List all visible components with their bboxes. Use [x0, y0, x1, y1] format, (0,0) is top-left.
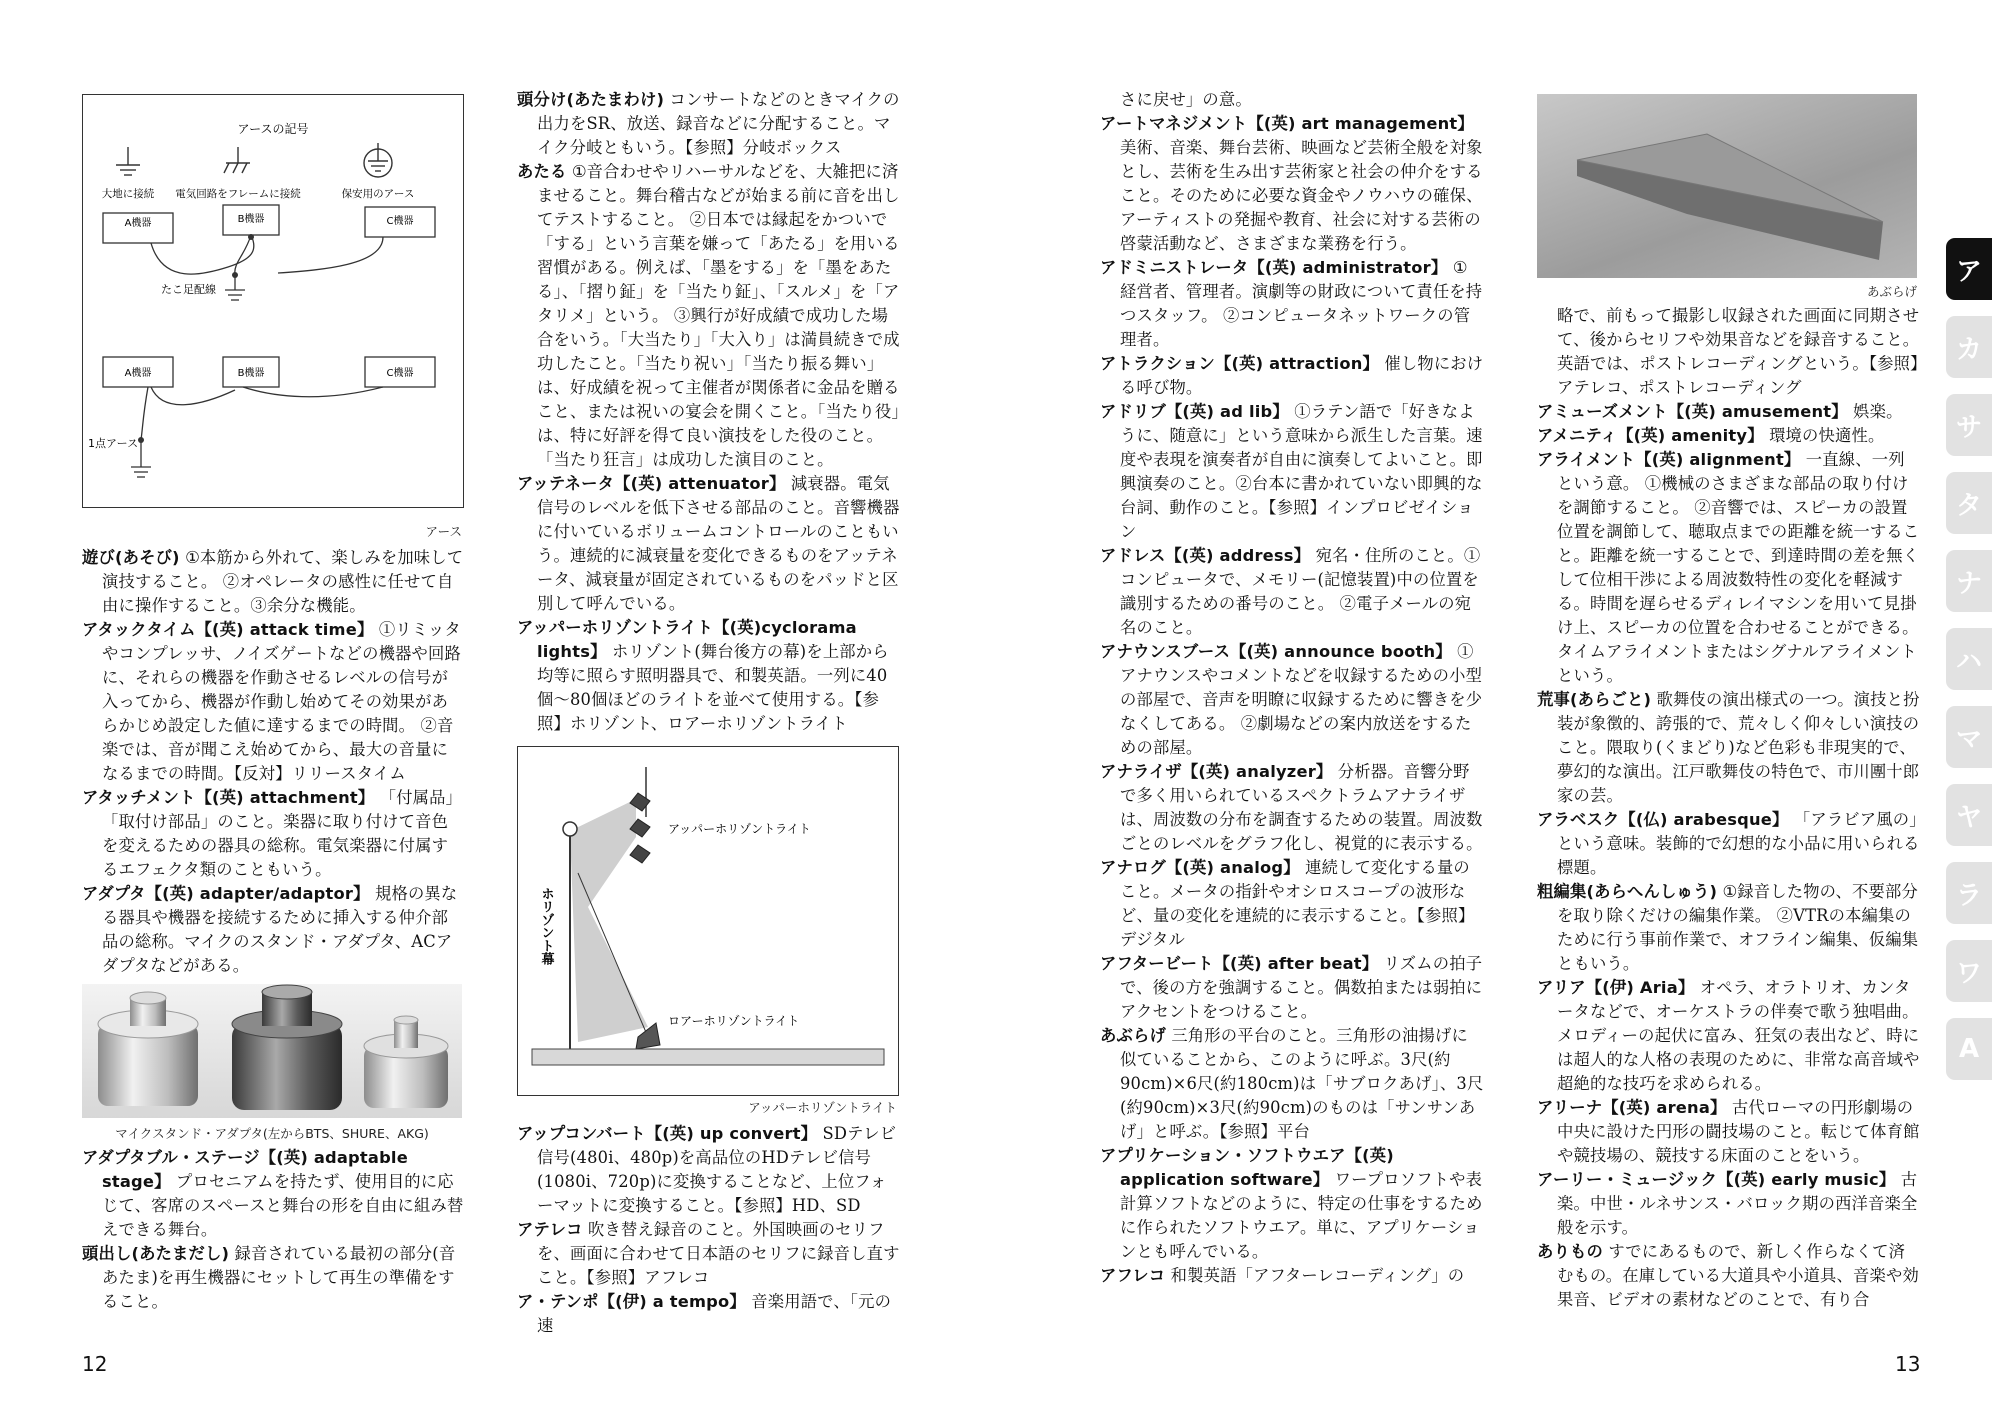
entry-headword: 頭出し(あたまだし): [82, 1244, 230, 1263]
earth-figure-caption: アース: [425, 524, 462, 539]
dictionary-entry: [1100, 856, 1484, 952]
entry-headword: アートマネジメント【(英) art management】: [1100, 114, 1474, 133]
index-tab-ra[interactable]: ラ: [1946, 862, 1992, 924]
dictionary-entry: [82, 1146, 464, 1242]
dictionary-entry: [1537, 808, 1921, 880]
entry-headword: アプリケーション・ソフトウエア【(英) application software】: [1100, 1146, 1394, 1189]
dictionary-entry: [517, 616, 901, 736]
dictionary-entry: [1100, 952, 1484, 1024]
dictionary-entry: [517, 1290, 901, 1338]
left-column-1: [82, 546, 464, 978]
entry-headword: あぶらげ: [1100, 1026, 1166, 1045]
dictionary-entry: [1537, 688, 1921, 808]
dictionary-entry: [1537, 1168, 1921, 1240]
entry-headword: 頭分け(あたまわけ): [517, 90, 665, 109]
entry-headword: アドレス【(英) address】: [1100, 546, 1311, 565]
earth-diagram: [83, 95, 463, 507]
horizont-figure: [517, 746, 899, 1096]
entry-headword: 粗編集(あらへんしゅう): [1537, 882, 1718, 901]
index-tab-ya[interactable]: ヤ: [1946, 784, 1992, 846]
entry-headword: アラベスク【(仏) arabesque】: [1537, 810, 1789, 829]
dictionary-entry: [1100, 256, 1484, 352]
dictionary-entry: [517, 1122, 901, 1218]
dictionary-entry: [517, 88, 901, 160]
lower-light-label: ロアーホリゾントライト: [668, 1014, 800, 1028]
page-number-right: 13: [1895, 1352, 1921, 1376]
horizont-figure-caption: アッパーホリゾントライト: [748, 1100, 897, 1115]
entry-definition: 「付属品」「取付け部品」のこと。楽器に取り付けて音色を変えるための器具の総称。電気楽器に付属するエフェクタ類のこともいう。: [102, 788, 463, 879]
continuation-text: さに戻せ」の意。: [1120, 90, 1252, 109]
junction-dot: [248, 234, 254, 240]
chassis-ground-icon: [224, 147, 250, 173]
ground-symbol-icon: [116, 147, 140, 175]
junction-dot: [138, 437, 144, 443]
dictionary-entry: [1100, 1024, 1484, 1144]
device-c-label: C機器: [386, 216, 414, 227]
entry-headword: ア・テンポ【(伊) a tempo】: [517, 1292, 746, 1311]
device-b-label-2: B機器: [237, 368, 265, 379]
entry-headword: アダプタ【(英) adapter/adaptor】: [82, 884, 370, 903]
horizont-diagram: [518, 747, 898, 1095]
entry-definition: 「アラビア風の」という意味。装飾的で幻想的な小品に用いられる標題。: [1557, 810, 1920, 877]
entry-definition: ①音合わせやリハーサルなどを、大雑把に済ませること。舞台稽古などが始まる前に音を出してテストすること。 ②日本では縁起をかついで「する」という言葉を嫌って「あたる」を用いる習慣がある。例えば、「墨をする」を「墨をあたる」、「摺り鉦」を「当たり鉦」、「スルメ」を「アタリメ」という。 ③興行が好成績で成功した場合をいう。「大当たり」「大入り」は満員続きで成功したこと。「当たり祝い」「当たり振る舞い」は、好成績を祝って主催者が関係者に金品を贈ること、または祝いの宴会を開くこと。「当たり役」は、特に好評を得て良い演技をした役のこと。「当たり狂言」は成功した演目のこと。: [537, 162, 900, 469]
index-tab-wa[interactable]: ワ: [1946, 940, 1992, 1002]
protective-earth-icon: [364, 143, 392, 177]
entry-definition: 録音されている最初の部分(音あたま)を再生機器にセットして再生の準備をすること。: [102, 1244, 456, 1311]
entry-definition: ①本筋から外れて、楽しみを加味して演技すること。 ②オペレータの感性に任せて自由に操作すること。③余分な機能。: [102, 548, 464, 615]
entry-definition: 環境の快適性。: [1763, 426, 1885, 445]
entry-headword: アドリブ【(英) ad lib】: [1100, 402, 1289, 421]
aburage-photo-caption: あぶらげ: [1866, 284, 1917, 299]
entry-definition: 古代ローマの円形劇場の中央に設けた円形の闘技場のこと。転じて体育館や競技場の、競技する床面のことをいう。: [1557, 1098, 1920, 1165]
dictionary-entry: [82, 546, 464, 618]
dictionary-entry: [1100, 544, 1484, 640]
entry-headword: アトラクション【(英) attraction】: [1100, 354, 1379, 373]
entry-definition: ①アナウンスやコメントなどを収録するための小型の部屋で、音声を明瞭に収録するために響きを少なくしてある。 ②劇場などの案内放送をするための部屋。: [1120, 642, 1483, 757]
entry-headword: 遊び(あそび): [82, 548, 180, 567]
dictionary-entry: [1537, 424, 1921, 448]
entry-definition: ①ラテン語で「好きなように、随意に」という意味から派生した言葉。速度や表現を演奏者が自由に演奏してよいこと。即興演奏のこと。②台本に書かれていない即興的な台詞、動作のこと。【参照】インプロビゼイション: [1120, 402, 1483, 541]
entry-headword: アッテネータ【(英) attenuator】: [517, 474, 786, 493]
dictionary-entry: [1100, 640, 1484, 760]
entry-definition: 宛名・住所のこと。①コンピュータで、メモリー(記憶装置)中の位置を識別するための番号のこと。 ②電子メールの宛名のこと。: [1120, 546, 1481, 637]
entry-headword: アナライザ【(英) analyzer】: [1100, 762, 1333, 781]
dictionary-entry: [1100, 1144, 1484, 1264]
dictionary-entry: [82, 618, 464, 786]
light-beam: [570, 799, 648, 1042]
entry-headword: アテレコ: [517, 1220, 583, 1239]
entry-headword: ありもの: [1537, 1242, 1603, 1261]
dictionary-entry: [1537, 448, 1921, 688]
dictionary-entry: [1537, 1096, 1921, 1168]
single-point-wiring: [103, 357, 435, 477]
symbol-label-chassis: 電気回路をフレームに接続: [175, 188, 301, 200]
entry-definition: 規格の異なる器具や機器を接続するために挿入する仲介部品の総称。マイクのスタンド・アダプタ、ACアダプタなどがある。: [102, 884, 458, 975]
single-point-label: 1点アース: [88, 437, 139, 450]
akg-adapter: [364, 1016, 448, 1108]
stage-floor: [532, 1049, 884, 1065]
left-column-1b: [82, 1146, 464, 1316]
device-c-label-2: C機器: [386, 368, 414, 379]
index-tab-alpha[interactable]: A: [1946, 1018, 1992, 1080]
index-tab-ta[interactable]: タ: [1946, 472, 1992, 534]
right-column-4: [1537, 304, 1921, 1320]
dictionary-entry: [1100, 112, 1484, 256]
continuation-text: 略で、前もって撮影し収録された画面に同期させて、後からセリフや効果音などを録音すること。英語では、ポストレコーディングという。【参照】アテレコ、ポストレコーディング: [1557, 306, 1920, 397]
adapter-photo: [82, 984, 462, 1118]
entry-headword: 荒事(あらごと): [1537, 690, 1652, 709]
entry-definition: 吹き替え録音のこと。外国映画のセリフを、画面に合わせて日本語のセリフに録音し直すこと。【参照】アフレコ: [537, 1220, 900, 1287]
entry-definition: 三角形の平台のこと。三角形の油揚げに似ていることから、このように呼ぶ。3尺(約90cm)×6尺(約180cm)は「サブロクあげ」、3尺(約90cm)×3尺(約90cm)のものは「サンサンあげ」と呼ぶ。【参照】平台: [1120, 1026, 1484, 1141]
index-tab-a[interactable]: ア: [1946, 238, 1992, 300]
entry-headword: アミューズメント【(英) amusement】: [1537, 402, 1848, 421]
entry-headword: アナログ【(英) analog】: [1100, 858, 1300, 877]
entry-definition: ワープロソフトや表計算ソフトなどのように、特定の仕事をするために作られたソフトウエア。単に、アプリケーションとも呼んでいる。: [1120, 1170, 1483, 1261]
takoashi-label: たこ足配線: [161, 283, 216, 296]
index-tab-sa[interactable]: サ: [1946, 394, 1992, 456]
symbol-label-ground: 大地に接続: [101, 188, 155, 200]
device-a-label: A機器: [124, 218, 152, 229]
index-tab-ma[interactable]: マ: [1946, 706, 1992, 768]
entry-definition: 歌舞伎の演出様式の一つ。演技と扮装が象徴的、誇張的で、荒々しく仰々しい演技のこと。隈取り(くまどり)など色彩も非現実的で、夢幻的な演出。江戸歌舞伎の特色で、市川團十郎家の芸。: [1557, 690, 1920, 805]
entry-definition: ①録音した物の、不要部分を取り除くだけの編集作業。 ②VTRの本編集のために行う事前作業で、オフライン編集、仮編集ともいう。: [1557, 882, 1919, 973]
index-tab-ka[interactable]: カ: [1946, 316, 1992, 378]
dictionary-entry: [82, 786, 464, 882]
entry-headword: アリーナ【(英) arena】: [1537, 1098, 1727, 1117]
dictionary-entry: [1537, 400, 1921, 424]
dictionary-entry: [1537, 976, 1921, 1096]
index-tabs: [1946, 238, 2000, 1096]
entry-definition: SDテレビ信号(480i、480p)を高品位のHDテレビ信号(1080i、720p)に変換することなど、上位フォーマットに変換すること。【参照】HD、SD: [537, 1124, 897, 1215]
entry-definition: 美術、音楽、舞台芸術、映画など芸術全般を対象とし、芸術を生み出す芸術家と社会の仲介をすること。そのために必要な資金やノウハウの確保、アーティストの発掘や教育、社会に対する芸術の啓蒙活動など、さまざまな業務を行う。: [1120, 138, 1483, 253]
earth-figure: [82, 94, 464, 508]
entry-headword: アメニティ【(英) amenity】: [1537, 426, 1764, 445]
entry-headword: アドミニストレータ【(英) administrator】: [1100, 258, 1448, 277]
entry-definition: 音楽用語で、「元の速: [537, 1292, 892, 1335]
entry-definition: 和製英語「アフターレコーディング」の: [1165, 1266, 1465, 1285]
dictionary-entry: [1537, 1240, 1921, 1312]
entry-headword: アップコンバート【(英) up convert】: [517, 1124, 818, 1143]
dictionary-entry: [517, 1218, 901, 1290]
shure-adapter: [232, 985, 342, 1110]
entry-definition: リズムの拍子で、後の方を強調すること。偶数拍または弱拍にアクセントをつけること。: [1120, 954, 1483, 1021]
symbol-label-protective: 保安用のアース: [341, 188, 415, 200]
entry-headword: アタックタイム【(英) attack time】: [82, 620, 374, 639]
entry-definition: 一直線、一列という意。 ①機械のさまざまな部品の取り付けを調節すること。 ②音響では、スピーカの設置位置を調節して、聴取点までの距離を統一すること。距離を統一することで、到達時間の差を無くして位相干渉による周波数特性の変化を軽減する。時間を遅らせるディレイマシンを用いて見掛け上、スピーカの位置を合わせることができる。タイムアライメントまたはシグナルアライメントという。: [1557, 450, 1920, 685]
right-column-3: [1100, 88, 1484, 1320]
left-column-2b: [517, 1122, 901, 1335]
entry-definition: 娯楽。: [1847, 402, 1903, 421]
device-b-label: B機器: [237, 214, 265, 225]
entry-headword: アリア【(伊) Aria】: [1537, 978, 1695, 997]
entry-headword: アライメント【(英) alignment】: [1537, 450, 1801, 469]
dictionary-entry: [1100, 400, 1484, 544]
right-page: [1000, 0, 2000, 1419]
entry-definition: コンサートなどのときマイクの出力をSR、放送、録音などに分配すること。マイク分岐ともいう。【参照】分岐ボックス: [537, 90, 900, 157]
takoashi-wiring: [103, 205, 435, 300]
dictionary-entry: [82, 882, 464, 978]
dictionary-entry: [517, 160, 901, 472]
adapter-photo-caption: マイクスタンド・アダプタ(左からBTS、SHURE、AKG): [115, 1126, 429, 1141]
device-a-label-2: A機器: [124, 368, 152, 379]
earth-diagram-title: アースの記号: [237, 122, 309, 136]
dictionary-entry: [1100, 1264, 1484, 1288]
entry-definition: オペラ、オラトリオ、カンタータなどで、オーケストラの伴奏で歌う独唱曲。メロディーの起伏に富み、狂気の表出など、時には超人的な人格の表現のために、非常な高音域や超絶的な技巧を求められる。: [1557, 978, 1920, 1093]
dictionary-entry: [517, 472, 901, 616]
entry-definition: すでにあるもので、新しく作らなくて済むもの。在庫している大道具や小道具、音楽や効果音、ビデオの素材などのことで、有り合: [1557, 1242, 1919, 1309]
curtain-pipe: [563, 822, 577, 836]
entry-headword: アフレコ: [1100, 1266, 1166, 1285]
horizont-curtain-label: ホリゾント幕: [538, 887, 554, 965]
entry-definition: 連続して変化する量のこと。メータの指針やオシロスコープの波形など、量の変化を連続的に表示すること。【参照】デジタル: [1120, 858, 1475, 949]
junction-dot: [232, 272, 238, 278]
dictionary-entry: [1537, 880, 1921, 976]
aburage-photo: [1537, 94, 1917, 278]
entry-definition: プロセニアムを持たず、使用目的に応じて、客席のスペースと舞台の形を自由に組み替えできる舞台。: [102, 1172, 464, 1239]
entry-headword: あたる: [517, 162, 567, 181]
index-tab-ha[interactable]: ハ: [1946, 628, 1992, 690]
entry-definition: 減衰器。電気信号のレベルを低下させる部品のこと。音響機器に付いているボリュームコントロールのこともいう。連続的に減衰量を変化できるものをアッテネータ、減衰量が固定されているものをパッドと区別して呼んでいる。: [537, 474, 900, 613]
upper-light-label: アッパーホリゾントライト: [668, 822, 811, 836]
index-tab-na[interactable]: ナ: [1946, 550, 1992, 612]
entry-headword: アナウンスブース【(英) announce booth】: [1100, 642, 1452, 661]
dictionary-entry: [1100, 352, 1484, 400]
entry-definition: 催し物における呼び物。: [1120, 354, 1484, 397]
page-number-left: 12: [82, 1352, 108, 1376]
dictionary-entry: [1100, 760, 1484, 856]
entry-headword: アタッチメント【(英) attachment】: [82, 788, 375, 807]
bts-adapter: [98, 992, 198, 1106]
upper-light-fixtures: [630, 793, 650, 863]
entry-definition: ホリゾント(舞台後方の幕)を上部から均等に照らす照明器具で、和製英語。一列に40個～80個ほどのライトを並べて使用する。【参照】ホリゾント、ロアーホリゾントライト: [537, 642, 889, 733]
entry-definition: ①リミッタやコンプレッサ、ノイズゲートなどの機器や回路に、それらの機器を作動させるレベルの信号が入ってから、機器が作動し始めてその効果があらかじめ設定した値に達するまでの時間。 ②音楽では、音が聞こえ始めてから、最大の音量になるまでの時間。【反対】リリースタイム: [102, 620, 462, 783]
left-column-2: [517, 88, 901, 736]
entry-definition: ①経営者、管理者。演劇等の財政について責任を持つスタッフ。 ②コンピュータネットワークの管理者。: [1120, 258, 1483, 349]
entry-headword: アダプタブル・ステージ【(英) adaptable stage】: [82, 1148, 408, 1191]
entry-headword: アッパーホリゾントライト【(英)cyclorama lights】: [517, 618, 857, 661]
entry-headword: アフタービート【(英) after beat】: [1100, 954, 1379, 973]
entry-definition: 分析器。音響分野で多く用いられているスペクトラムアナライザは、周波数の分布を調査するための装置。周波数ごとのレベルをグラフ化し、視覚的に表示する。: [1120, 762, 1483, 853]
dictionary-entry: [82, 1242, 464, 1314]
entry-definition: 古楽。中世・ルネサンス・バロック期の西洋音楽全般を示す。: [1557, 1170, 1918, 1237]
entry-headword: アーリー・ミュージック【(英) early music】: [1537, 1170, 1896, 1189]
